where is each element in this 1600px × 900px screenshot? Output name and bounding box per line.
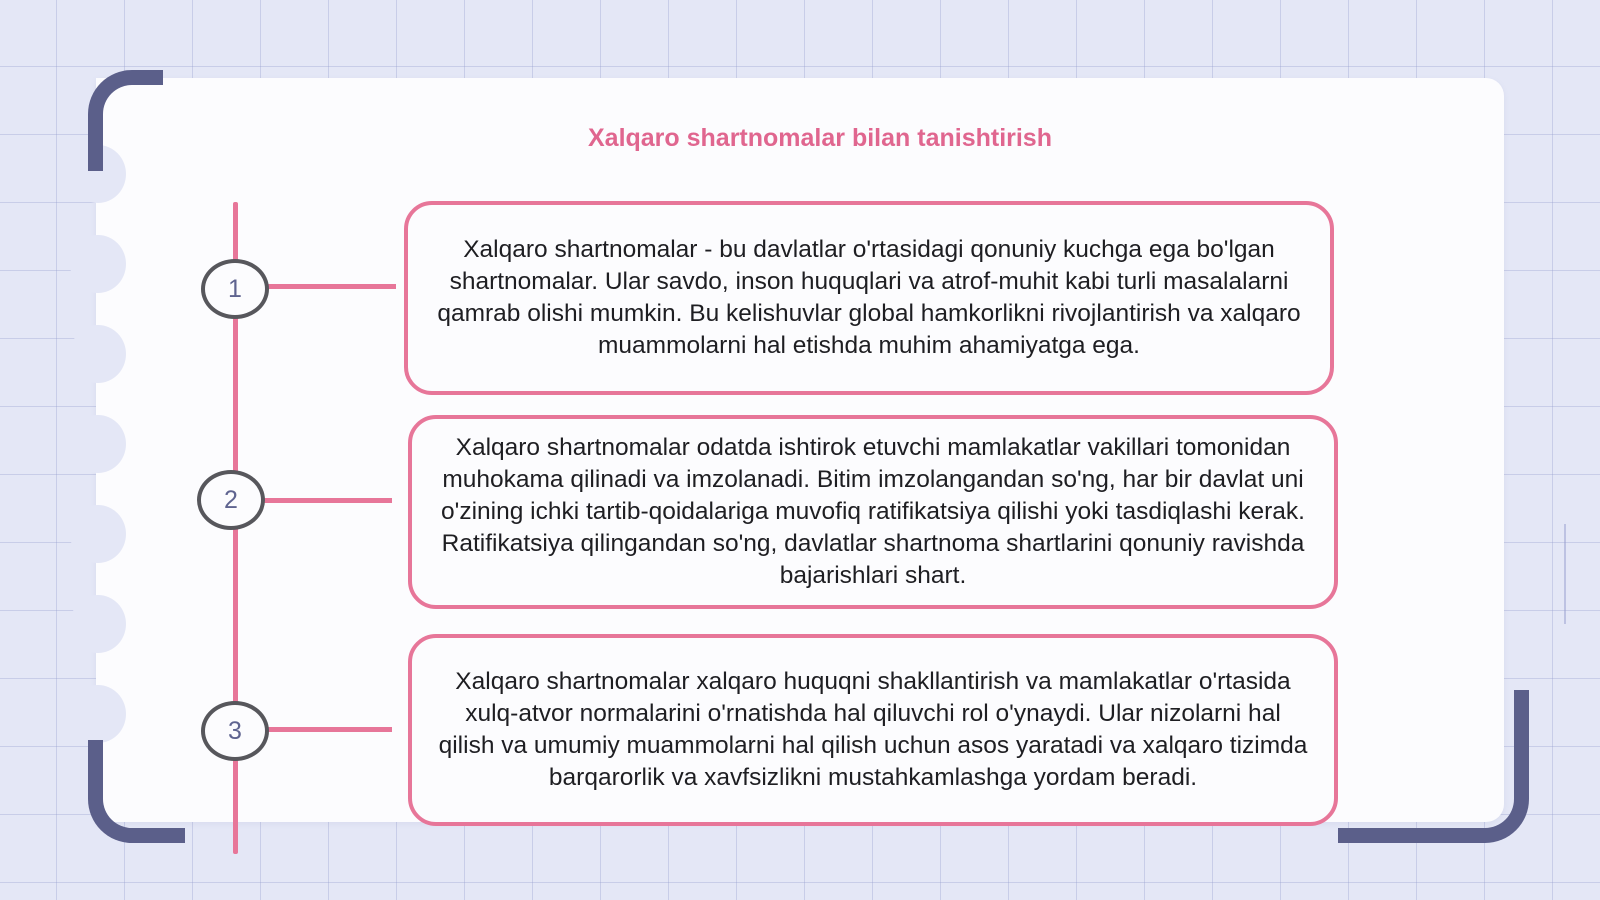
scallop-edge [70,325,126,383]
timeline-item-3-text: Xalqaro shartnomalar xalqaro huquqni shakllantirish va mamlakatlar o'rtasida xulq-atvor normalarini o'rnatishda hal qiluvchi rol o'ynaydi. Ular nizolarni hal qilish va umumiy muammolarni hal qilish uchun asos yaratadi va xalqaro tizimda barqarorlik va xavfsizlikni mustahkamlashga yordam beradi. [438,668,1308,791]
timeline-connector-3 [262,727,392,732]
slide-title: Xalqaro shartnomalar bilan tanishtirish [587,124,1052,152]
scallop-edge [70,595,126,653]
timeline-connector-1 [262,284,396,289]
timeline-node-2: 2 [197,470,265,530]
timeline-item-3-box [408,634,1338,826]
frame-corner-bottom-right [1338,690,1529,843]
timeline-connector-2 [262,498,392,503]
scallop-edge [70,505,126,563]
timeline-node-1: 1 [201,259,269,319]
scallop-edge [70,685,126,743]
scallop-edge [70,415,126,473]
frame-corner-top-left [88,70,163,171]
timeline-node-3: 3 [201,701,269,761]
decorative-line [1564,524,1566,624]
timeline-item-1-box [404,201,1334,395]
timeline-item-2-text: Xalqaro shartnomalar odatda ishtirok etuvchi mamlakatlar vakillari tomonidan muhokama qilinadi va imzolanadi. Bitim imzolangandan so'ng, har bir davlat uni o'zining ichki tartib-qoidalariga muvofiq ratifikatsiya qilishi yoki tasdiqlashi kerak. Ratifikatsiya qilingandan so'ng, davlatlar shartnoma shartlarini qonuniy ravishda bajarishlari shart. [441,434,1305,589]
timeline-item-1-text: Xalqaro shartnomalar - bu davlatlar o'rtasidagi qonuniy kuchga ega bo'lgan shartnomalar. Ular savdo, inson huquqlari va atrof-muhit kabi turli masalalarni qamrab olishi mumkin. Bu kelishuvlar global hamkorlikni rivojlantirish va xalqaro muammolarni hal etishda muhim ahamiyatga ega. [437,236,1301,359]
timeline-item-2-box [408,415,1338,609]
frame-corner-bottom-left [88,740,185,843]
scallop-edge [70,235,126,293]
